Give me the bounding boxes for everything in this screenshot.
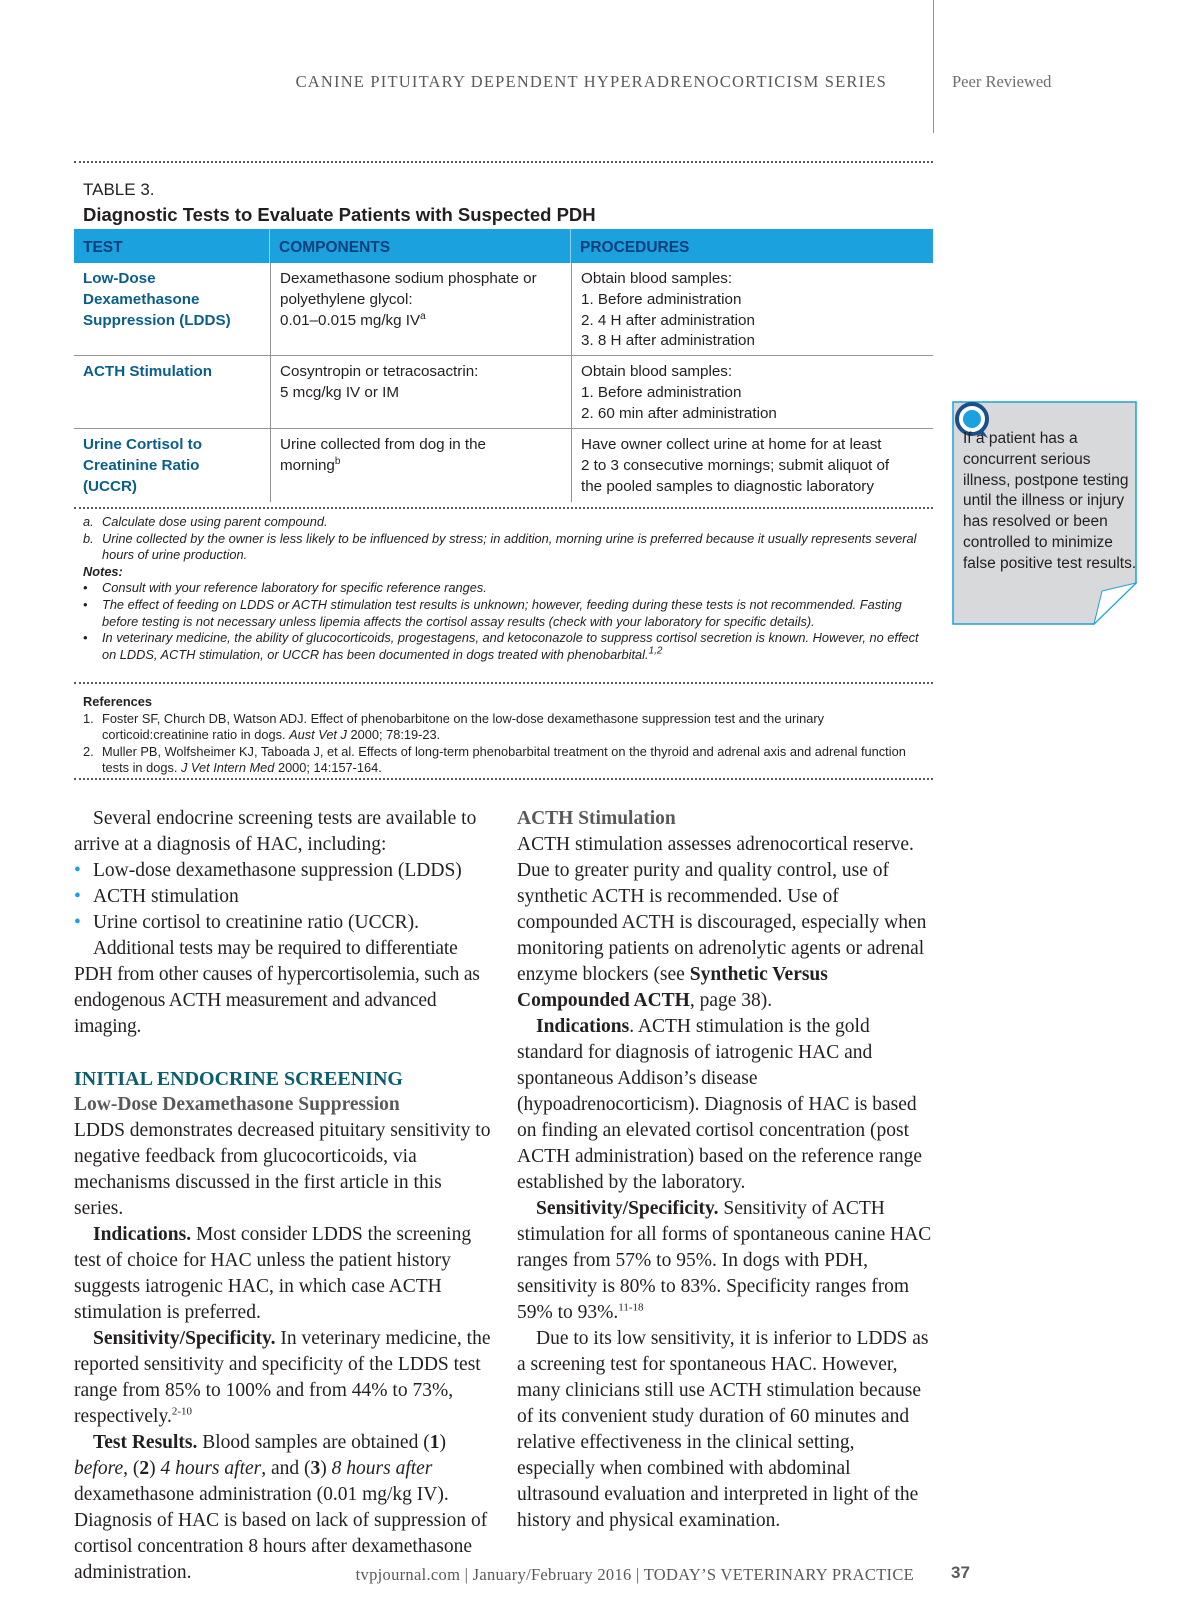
paragraph-text: ) — [320, 1458, 327, 1479]
paragraph-text: , ( — [123, 1458, 140, 1479]
subsection-heading: Low-Dose Dexamethasone Suppression — [74, 1094, 400, 1115]
list-item-text: Low-dose dexamethasone suppression (LDDS) — [93, 860, 462, 881]
table-row-acth — [74, 356, 933, 429]
paragraph-text: In veterinary medicine, the reported sensitivity and specificity of the LDDS test range from 85% to 100% and from 44% to 73%, respectively. — [74, 1328, 491, 1427]
paragraph — [517, 1196, 935, 1326]
footnote-mark: b. — [83, 530, 94, 546]
references-bottom-rule — [74, 778, 933, 780]
cell-text: morning — [280, 456, 335, 474]
cell-procedures — [571, 429, 933, 502]
list-item — [74, 884, 492, 910]
list-item — [74, 858, 492, 884]
reference-tail: 2000; 78:19-23. — [350, 727, 441, 743]
cell-line: Have owner collect urine at home for at least — [581, 436, 882, 453]
list-item-text: Urine cortisol to creatinine ratio (UCCR). — [93, 912, 419, 933]
table-header-row — [74, 229, 933, 263]
table-references — [83, 694, 923, 777]
list-item-text: ACTH stimulation — [93, 886, 239, 907]
paragraph — [74, 1430, 492, 1586]
note-text: The effect of feeding on LDDS or ACTH stimulation test results is unknown; however, feeding during these tests is not recommended. Fasting before testing is not necessary unless lipemia affects the cortisol assay results (check with your laboratory for specific details). — [102, 596, 902, 629]
body-column-left — [74, 806, 492, 1586]
cell-line: 5 mcg/kg IV or IM — [280, 383, 400, 401]
paragraph — [74, 1326, 492, 1430]
cell-line: Dexamethasone — [83, 290, 200, 308]
table-footnotes — [83, 514, 923, 663]
header-procedures: PROCEDURES — [580, 239, 690, 256]
paragraph-text: Sensitivity of ACTH stimulation for all forms of spontaneous canine HAC ranges from 57% to 95%. In dogs with PDH, sensitivity is 80% to 83%. Specificity ranges from 59% to 93%. — [517, 1198, 932, 1323]
cross-reference: Synthetic Versus Compounded ACTH — [517, 964, 828, 1011]
paragraph-text: ACTH stimulation assesses adrenocortical reserve. Due to greater purity and quality control, use of synthetic ACTH is recommended. Use of compounded ACTH is discouraged, especially when monitoring patients on adrenolytic agents or adrenal enzyme blockers (see — [517, 834, 927, 985]
paragraph-text: ) — [149, 1458, 156, 1479]
list-item — [74, 910, 492, 936]
paragraph-text: Most consider LDDS the screening test of choice for HAC unless the patient history suggests iatrogenic HAC, in which case ACTH stimulation is preferred. — [74, 1224, 472, 1323]
table-top-rule — [74, 161, 933, 163]
cell-test — [74, 356, 270, 428]
paragraph: Additional tests may be required to differentiate PDH from other causes of hypercortisolemia, such as endogenous ACTH measurement and advanced imaging. — [74, 938, 480, 1037]
cell-line — [280, 311, 563, 332]
citation-ref: 1,2 — [648, 645, 663, 657]
cell-line: Urine Cortisol to — [83, 436, 202, 453]
cell-line: ACTH Stimulation — [83, 363, 213, 380]
cell-line: Creatinine Ratio — [83, 456, 200, 474]
peer-reviewed-label: Peer Reviewed — [952, 72, 1052, 91]
sidebar-callout — [952, 401, 1137, 625]
paragraph-text: , and ( — [261, 1458, 311, 1479]
cell-line: Cosyntropin or tetracosactrin: — [280, 363, 479, 380]
note-text: Consult with your reference laboratory for specific reference ranges. — [102, 580, 487, 596]
callout-text: If a patient has a concurrent serious illness, postpone testing until the illness or injury has resolved or been controlled to minimize false positive test results. — [963, 430, 1137, 572]
paragraph — [74, 1222, 492, 1326]
cell-line: (UCCR) — [83, 477, 137, 495]
footnote — [83, 531, 923, 564]
reference-text: Foster SF, Church DB, Watson ADJ. Effect of phenobarbitone on the low-dose dexamethasone suppression test and the urinary corticoid:creatinine ratio in dogs. — [102, 710, 825, 743]
reference-item — [83, 744, 923, 777]
cell-line: 2. 60 min after administration — [581, 404, 777, 422]
note-item — [83, 597, 923, 630]
paragraph-text: ) — [439, 1432, 446, 1453]
run-in-heading: Indications. — [93, 1224, 192, 1245]
subsection-heading: ACTH Stimulation — [517, 808, 676, 829]
emphasis: 8 hours after — [331, 1458, 433, 1479]
citation-ref: 11-18 — [618, 1301, 644, 1314]
body-column-right — [517, 806, 935, 1534]
paragraph: LDDS demonstrates decreased pituitary sensitivity to negative feedback from glucocorticoids, via mechanisms discussed in the first article in this series. — [74, 1120, 491, 1219]
cell-line: Low-Dose — [83, 270, 156, 287]
table-row-ldds — [74, 263, 933, 356]
bullet-icon: • — [74, 886, 81, 907]
citation-ref: 2-10 — [171, 1405, 192, 1418]
run-in-heading: Sensitivity/Specificity. — [536, 1198, 719, 1219]
reference-journal: Aust Vet J — [289, 727, 347, 743]
paragraph-text: dexamethasone administration (0.01 mg/kg IV). Diagnosis of HAC is based on lack of suppression of cortisol concentration 8 hours after dexamethasone administration. — [74, 1484, 488, 1583]
footnote-ref: b — [334, 455, 341, 467]
note-text: In veterinary medicine, the ability of glucocorticoids, progestagens, and ketoconazole to suppress cortisol secretion is known. However, no effect on LDDS, ACTH stimulation, or UCCR has been documented in dogs treated with phenobarbital. — [102, 630, 919, 662]
footnote-ref: a — [420, 310, 426, 322]
bullet-icon: • — [83, 580, 88, 596]
cell-line: Obtain blood samples: — [581, 363, 733, 380]
cell-line: the pooled samples to diagnostic laboratory — [581, 477, 874, 495]
cell-procedures — [571, 263, 933, 355]
cell-line: 1. Before administration — [581, 290, 742, 308]
emphasis: before — [74, 1458, 124, 1479]
cell-line: 2. 4 H after administration — [581, 311, 755, 329]
cell-line: 1. Before administration — [581, 383, 742, 401]
step-number: 3 — [310, 1458, 321, 1479]
notes-label: Notes: — [83, 563, 123, 579]
emphasis: 4 hours after — [160, 1458, 262, 1479]
bullet-icon: • — [83, 596, 88, 612]
footnote-text: Calculate dose using parent compound. — [102, 514, 328, 529]
page-number: 37 — [951, 1563, 970, 1582]
reference-text: Muller PB, Wolfsheimer KJ, Taboada J, et al. Effects of long-term phenobarbital treatment on the thyroid and adrenal axis and adrenal function tests in dogs. — [102, 743, 906, 776]
bullet-icon: • — [74, 912, 81, 933]
cell-test — [74, 429, 270, 502]
cell-procedures — [571, 356, 933, 428]
run-in-heading: Test Results. — [93, 1432, 198, 1453]
cell-test — [74, 263, 270, 355]
table-title: Diagnostic Tests to Evaluate Patients with Suspected PDH — [83, 204, 596, 225]
cell-line: Obtain blood samples: — [581, 270, 733, 287]
table-bottom-rule — [74, 507, 933, 509]
step-number: 1 — [429, 1432, 440, 1453]
running-header: CANINE PITUITARY DEPENDENT HYPERADRENOCORTICISM SERIES — [295, 72, 887, 91]
cell-components — [270, 429, 571, 502]
bullet-icon: • — [83, 630, 88, 646]
footnote-text: Urine collected by the owner is less likely to be influenced by stress; in addition, morning urine is preferred because it usually represents several hours of urine production. — [102, 530, 917, 563]
notes-bottom-rule — [74, 682, 933, 684]
paragraph-text: Blood samples are obtained ( — [202, 1432, 430, 1453]
reference-mark: 2. — [83, 743, 94, 759]
intro-paragraph: Several endocrine screening tests are available to arrive at a diagnosis of HAC, including: — [74, 808, 477, 855]
cell-line: polyethylene glycol: — [280, 290, 413, 308]
footnote — [83, 514, 923, 531]
cell-components — [270, 356, 571, 428]
reference-mark: 1. — [83, 710, 94, 726]
cell-text: 0.01–0.015 mg/kg IV — [280, 311, 421, 329]
cell-line: 3. 8 H after administration — [581, 332, 755, 350]
note-item — [83, 630, 923, 663]
paragraph — [517, 832, 935, 1014]
diagnostic-tests-table — [74, 229, 933, 502]
page-footer: tvpjournal.com | January/February 2016 | TODAY’S VETERINARY PRACTICE — [355, 1565, 914, 1584]
reference-item — [83, 711, 923, 744]
footnote-mark: a. — [83, 514, 94, 529]
section-heading: INITIAL ENDOCRINE SCREENING — [74, 1068, 403, 1090]
note-item — [83, 580, 923, 597]
paragraph-text: . ACTH stimulation is the gold standard for diagnosis of iatrogenic HAC and spontaneous Addison’s disease (hypoadrenocorticism). Diagnosis of HAC is based on finding an elevated cortisol concentration (post ACTH administration) based on the reference range established by the laboratory. — [517, 1016, 923, 1193]
header-test: TEST — [74, 229, 270, 263]
header-divider — [933, 0, 934, 133]
table-row-uccr — [74, 429, 933, 502]
header-components: COMPONENTS — [270, 229, 571, 263]
bullet-icon: • — [74, 860, 81, 881]
paragraph: Due to its low sensitivity, it is inferior to LDDS as a screening test for spontaneous HAC. However, many clinicians still use ACTH stimulation because of its convenient study duration of 60 minutes and relative effectiveness in the clinical setting, especially when combined with abdominal ultrasound evaluation and interpreted in light of the history and physical examination. — [517, 1328, 929, 1531]
references-label: References — [83, 694, 153, 709]
cell-line — [280, 456, 563, 477]
step-number: 2 — [139, 1458, 150, 1479]
paragraph-text: , page 38). — [689, 990, 773, 1011]
table-label: TABLE 3. — [83, 180, 155, 199]
cell-components — [270, 263, 571, 355]
reference-journal: J Vet Intern Med — [180, 760, 275, 776]
run-in-heading: Sensitivity/Specificity. — [93, 1328, 276, 1349]
run-in-heading: Indications — [536, 1016, 630, 1037]
cell-line: Dexamethasone sodium phosphate or — [280, 270, 537, 287]
cell-line: 2 to 3 consecutive mornings; submit aliquot of — [581, 456, 890, 474]
reference-tail: 2000; 14:157-164. — [277, 760, 382, 776]
cell-line: Urine collected from dog in the — [280, 436, 486, 453]
paragraph — [517, 1014, 935, 1196]
cell-line: Suppression (LDDS) — [83, 311, 231, 329]
